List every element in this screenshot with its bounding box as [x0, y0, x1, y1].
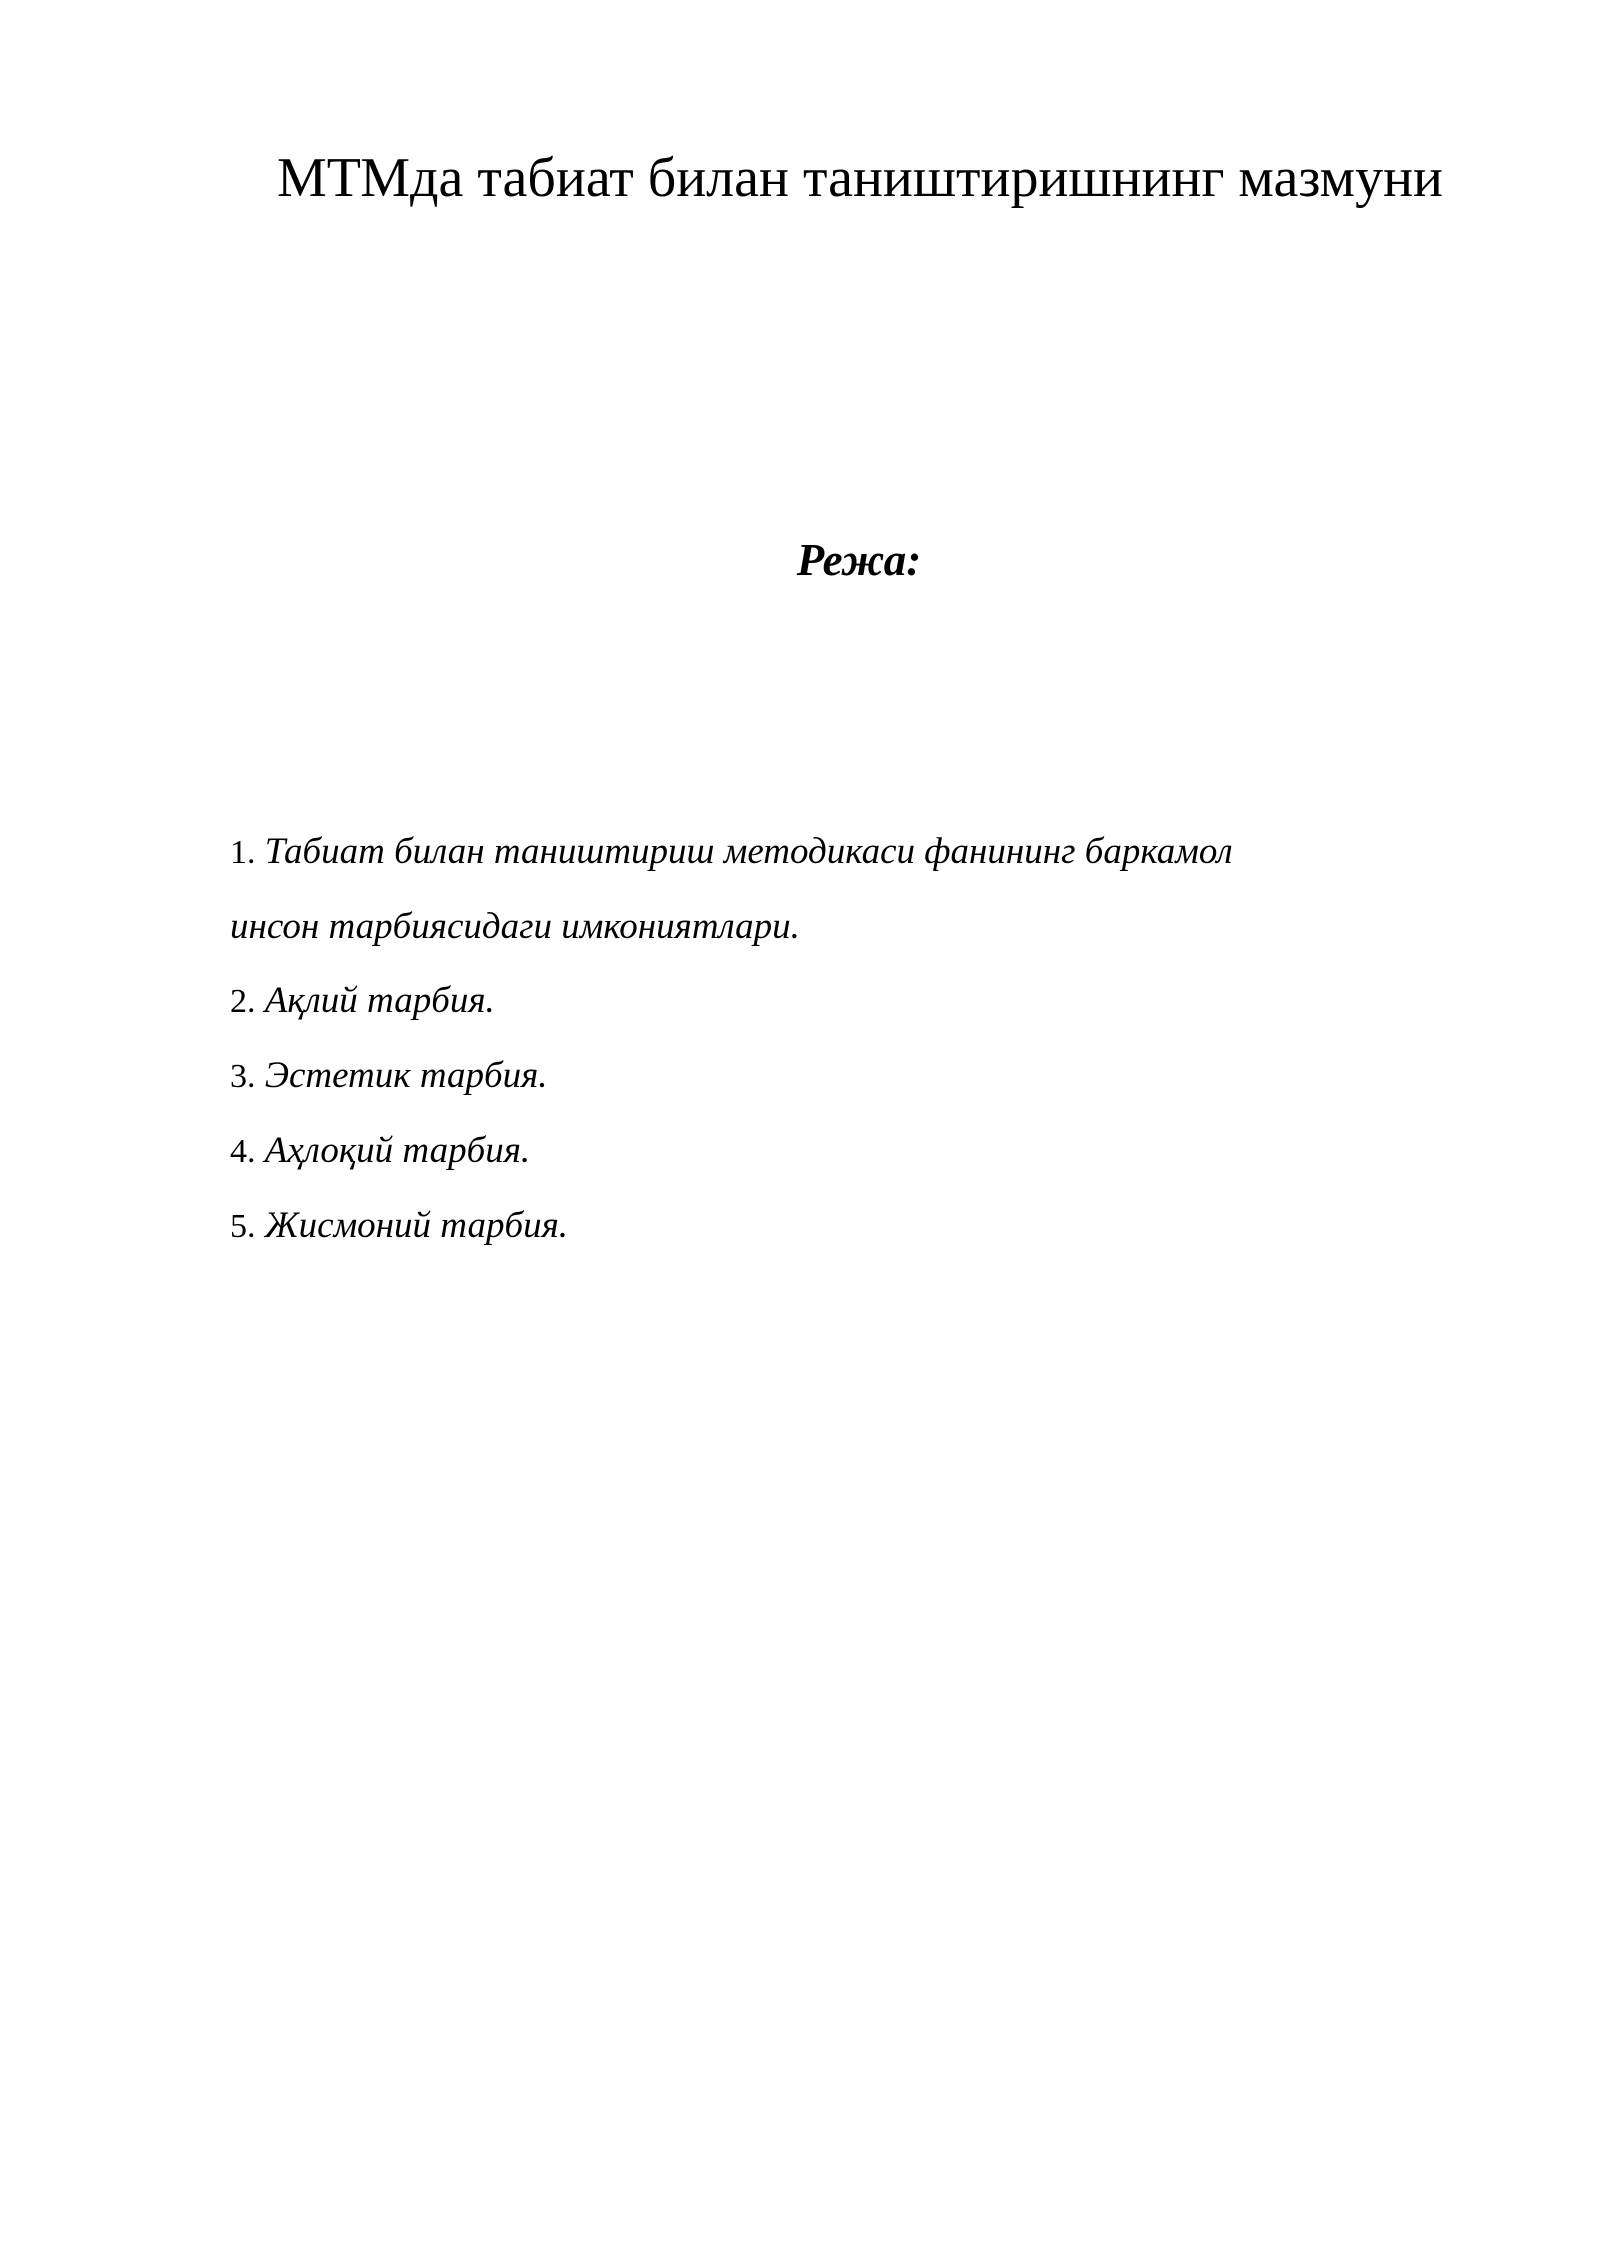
plan-item-5	[230, 1189, 1470, 1264]
plan-item-number: 5.	[230, 1208, 256, 1245]
plan-item-number: 2.	[230, 983, 256, 1020]
plan-item-1-continued	[230, 890, 1470, 964]
plan-item-text-continued: инсон тарбиясидаги имкониятлари.	[230, 906, 800, 947]
plan-item-text: Эстетик тарбия.	[264, 1055, 548, 1096]
plan-item-text: Аҳлоқий тарбия.	[264, 1130, 531, 1171]
plan-item-text: Ақлий тарбия.	[264, 980, 495, 1021]
plan-item-number: 3.	[230, 1058, 256, 1095]
plan-list	[230, 815, 1470, 1264]
plan-item-number: 4.	[230, 1133, 256, 1170]
plan-item-number: 1.	[230, 834, 256, 871]
plan-item-2	[230, 964, 1470, 1039]
plan-item-3	[230, 1039, 1470, 1114]
plan-item-4	[230, 1114, 1470, 1189]
plan-heading: Режа:	[796, 535, 922, 585]
document-title: МТМда табиат билан таништиришнинг мазмуни	[276, 147, 1444, 209]
plan-item-text: Табиат билан таништириш методикаси фанининг баркамол	[264, 831, 1233, 872]
plan-item-text: Жисмоний тарбия.	[264, 1205, 569, 1246]
plan-item-1	[230, 815, 1470, 890]
